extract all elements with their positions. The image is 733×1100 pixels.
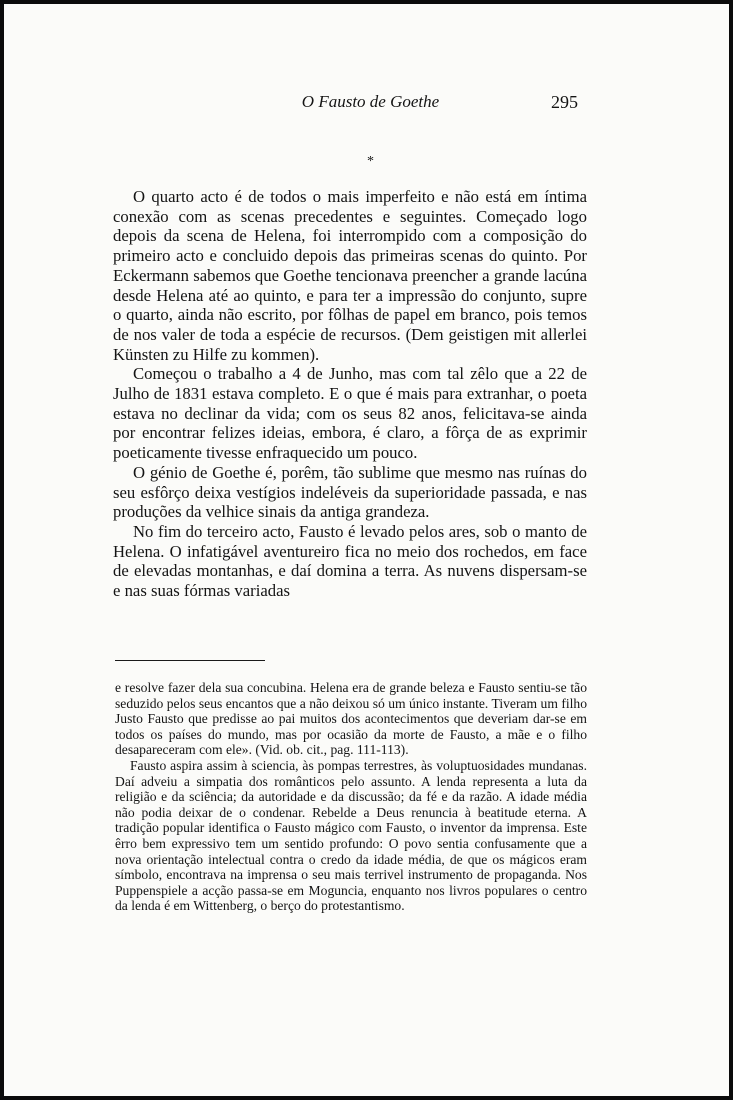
running-title: O Fausto de Goethe [301,92,440,111]
body-paragraph: O génio de Goethe é, porêm, tão sublime que mesmo nas ruínas do seu esfôrço deixa vestígios indeléveis da superioridade passada, e nas produções da velhice sinais da antiga grandeza. [113,462,587,522]
footnote-divider [115,660,265,661]
body-paragraph: O quarto acto é de todos o mais imperfeito e não está em íntima conexão com as scenas precedentes e seguintes. Começado logo depois da scena de Helena, foi interrompido com a composição do primeiro acto e concluido depois das primeiras scenas do quinto. Por Eckermann sabemos que Goethe tencionava preencher a grande lacúna desde Helena até ao quinto, e para ter a impressão do conjunto, supre o quarto, ainda não escrito, por fôlhas de papel em branco, pois temos de nos valer de toda a espécie de recursos. (Dem geistigen mit allerlei Künsten zu Hilfe zu kommen). [113,187,587,364]
body-paragraph: No fim do terceiro acto, Fausto é levado pelos ares, sob o manto de Helena. O infatigável aventureiro fica no meio dos rochedos, em face de elevadas montanhas, e daí domina a terra. As nuvens dispersam-se e nas suas fórmas variadas [113,521,587,601]
body-paragraph: Começou o trabalho a 4 de Junho, mas com tal zêlo que a 22 de Julho de 1831 estava completo. E o que é mais para extranhar, o poeta estava no declinar da vida; com os seus 82 anos, felicitava-se ainda por encontrar felizes ideias, embora, é claro, a fôrça de as exprimir poeticamente tivesse enfraquecido um pouco. [113,364,587,463]
section-marker: * [367,154,374,169]
footnote-paragraph: Fausto aspira assim à sciencia, às pompas terrestres, às voluptuosidades mundanas. Daí adveiu a simpatia dos românticos pelo assunto. A lenda representa a luta da religião e da sciência; da autoridade e da discussão; da fé e da razão. A idade média não podia deixar de o condenar. Rebelde a Deus renuncia à beatitude eterna. A tradição popular identifica o Fausto mágico com Fausto, o inventor da imprensa. Este êrro bem expressivo tem um sentido profundo: O povo sentia confusamente que a nova orientação intelectual contra o credo da idade média, de que os mágicos eram símbolo, encontrava na imprensa o seu mais terrivel instrumento de propaganda. Nos Puppenspiele a acção passa-se em Moguncia, enquanto nos livros populares o centro da lenda é em Wittenberg, o berço do protestantismo. [115,757,587,914]
footnote-paragraph: e resolve fazer dela sua concubina. Helena era de grande beleza e Fausto sentiu-se tão seduzido pelos seus encantos que a não deixou só um único instante. Tiveram um filho Justo Fausto que predisse ao pai muitos dos acontecimentos que deveriam dar-se em todos os países do mundo, mas por ocasião da morte de Fausto, a mãe e o filho desapareceram com ele». (Vid. ob. cit., pag. 111-113). [115,680,587,758]
footnote-block [115,680,587,914]
page-number: 295 [551,92,578,112]
main-text [113,187,587,601]
